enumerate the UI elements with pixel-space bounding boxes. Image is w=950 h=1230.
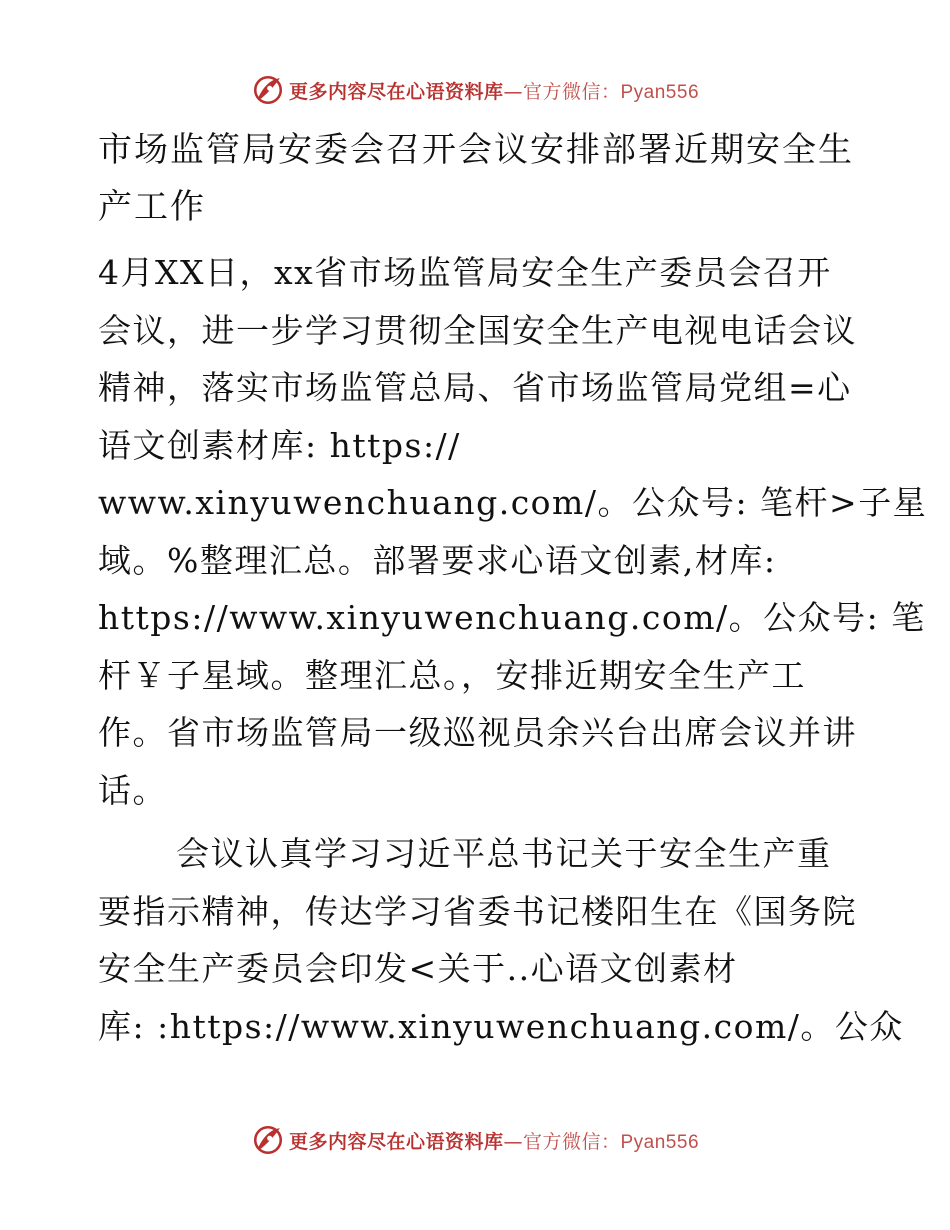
banner-handle: Pyan556: [620, 81, 700, 103]
banner-label: 官方微信：: [522, 1130, 621, 1153]
text-line: 会议，进一步学习贯彻全国安全生产电视电话会议: [98, 310, 857, 350]
document-title: [98, 122, 858, 236]
text-line: https://www.xinyuwenchuang.com/。公众号: 笔: [98, 598, 926, 637]
document-body: [98, 122, 928, 1061]
text-line: www.xinyuwenchuang.com/。公众号: 笔杆>子星: [98, 483, 928, 522]
text-line: 作。省市场监管局一级巡视员余兴台出席会议并讲: [98, 713, 857, 752]
title-line: 市场监管局安委会召开会议安排部署近期安全生: [98, 130, 854, 170]
banner-text: [289, 1127, 699, 1154]
header-banner: [0, 70, 950, 110]
text-line: 4月XX日，xx省市场监管局安全生产委员会召开: [98, 253, 832, 292]
banner-label: 官方微信：: [522, 80, 621, 103]
banner-separator: —: [503, 80, 523, 103]
text-line: 会议认真学习习近平总书记关于安全生产重: [176, 834, 832, 873]
paragraph-1: [98, 244, 928, 819]
paragraph-2: [98, 825, 904, 1055]
banner-separator: —: [503, 1130, 523, 1153]
banner-handle: Pyan556: [620, 1131, 700, 1153]
text-line: 话。: [98, 770, 167, 810]
text-line: 安全生产委员会印发<关于..心语文创素材: [98, 949, 738, 988]
text-line: 域。%整理汇总。部署要求心语文创素,材库:: [98, 540, 777, 580]
text-line: 要指示精神，传达学习省委书记楼阳生在《国务院: [98, 891, 857, 931]
text-line: 杆￥子星域。整理汇总。，安排近期安全生产工: [98, 655, 806, 695]
text-line: 精神，落实市场监管总局、省市场监管局党组=心: [98, 368, 852, 407]
banner-text: [289, 77, 699, 104]
banner-brand: 更多内容尽在心语资料库: [288, 1130, 504, 1153]
title-line: 产工作: [98, 187, 206, 227]
banner-brand: 更多内容尽在心语资料库: [288, 80, 504, 103]
pen-logo-icon: [251, 73, 285, 107]
pen-logo-icon: [251, 1123, 285, 1157]
text-line: 库: :https://www.xinyuwenchuang.com/。公众: [98, 1006, 904, 1046]
text-line: 语文创素材库: https://: [98, 425, 461, 465]
footer-banner: [0, 1120, 950, 1160]
